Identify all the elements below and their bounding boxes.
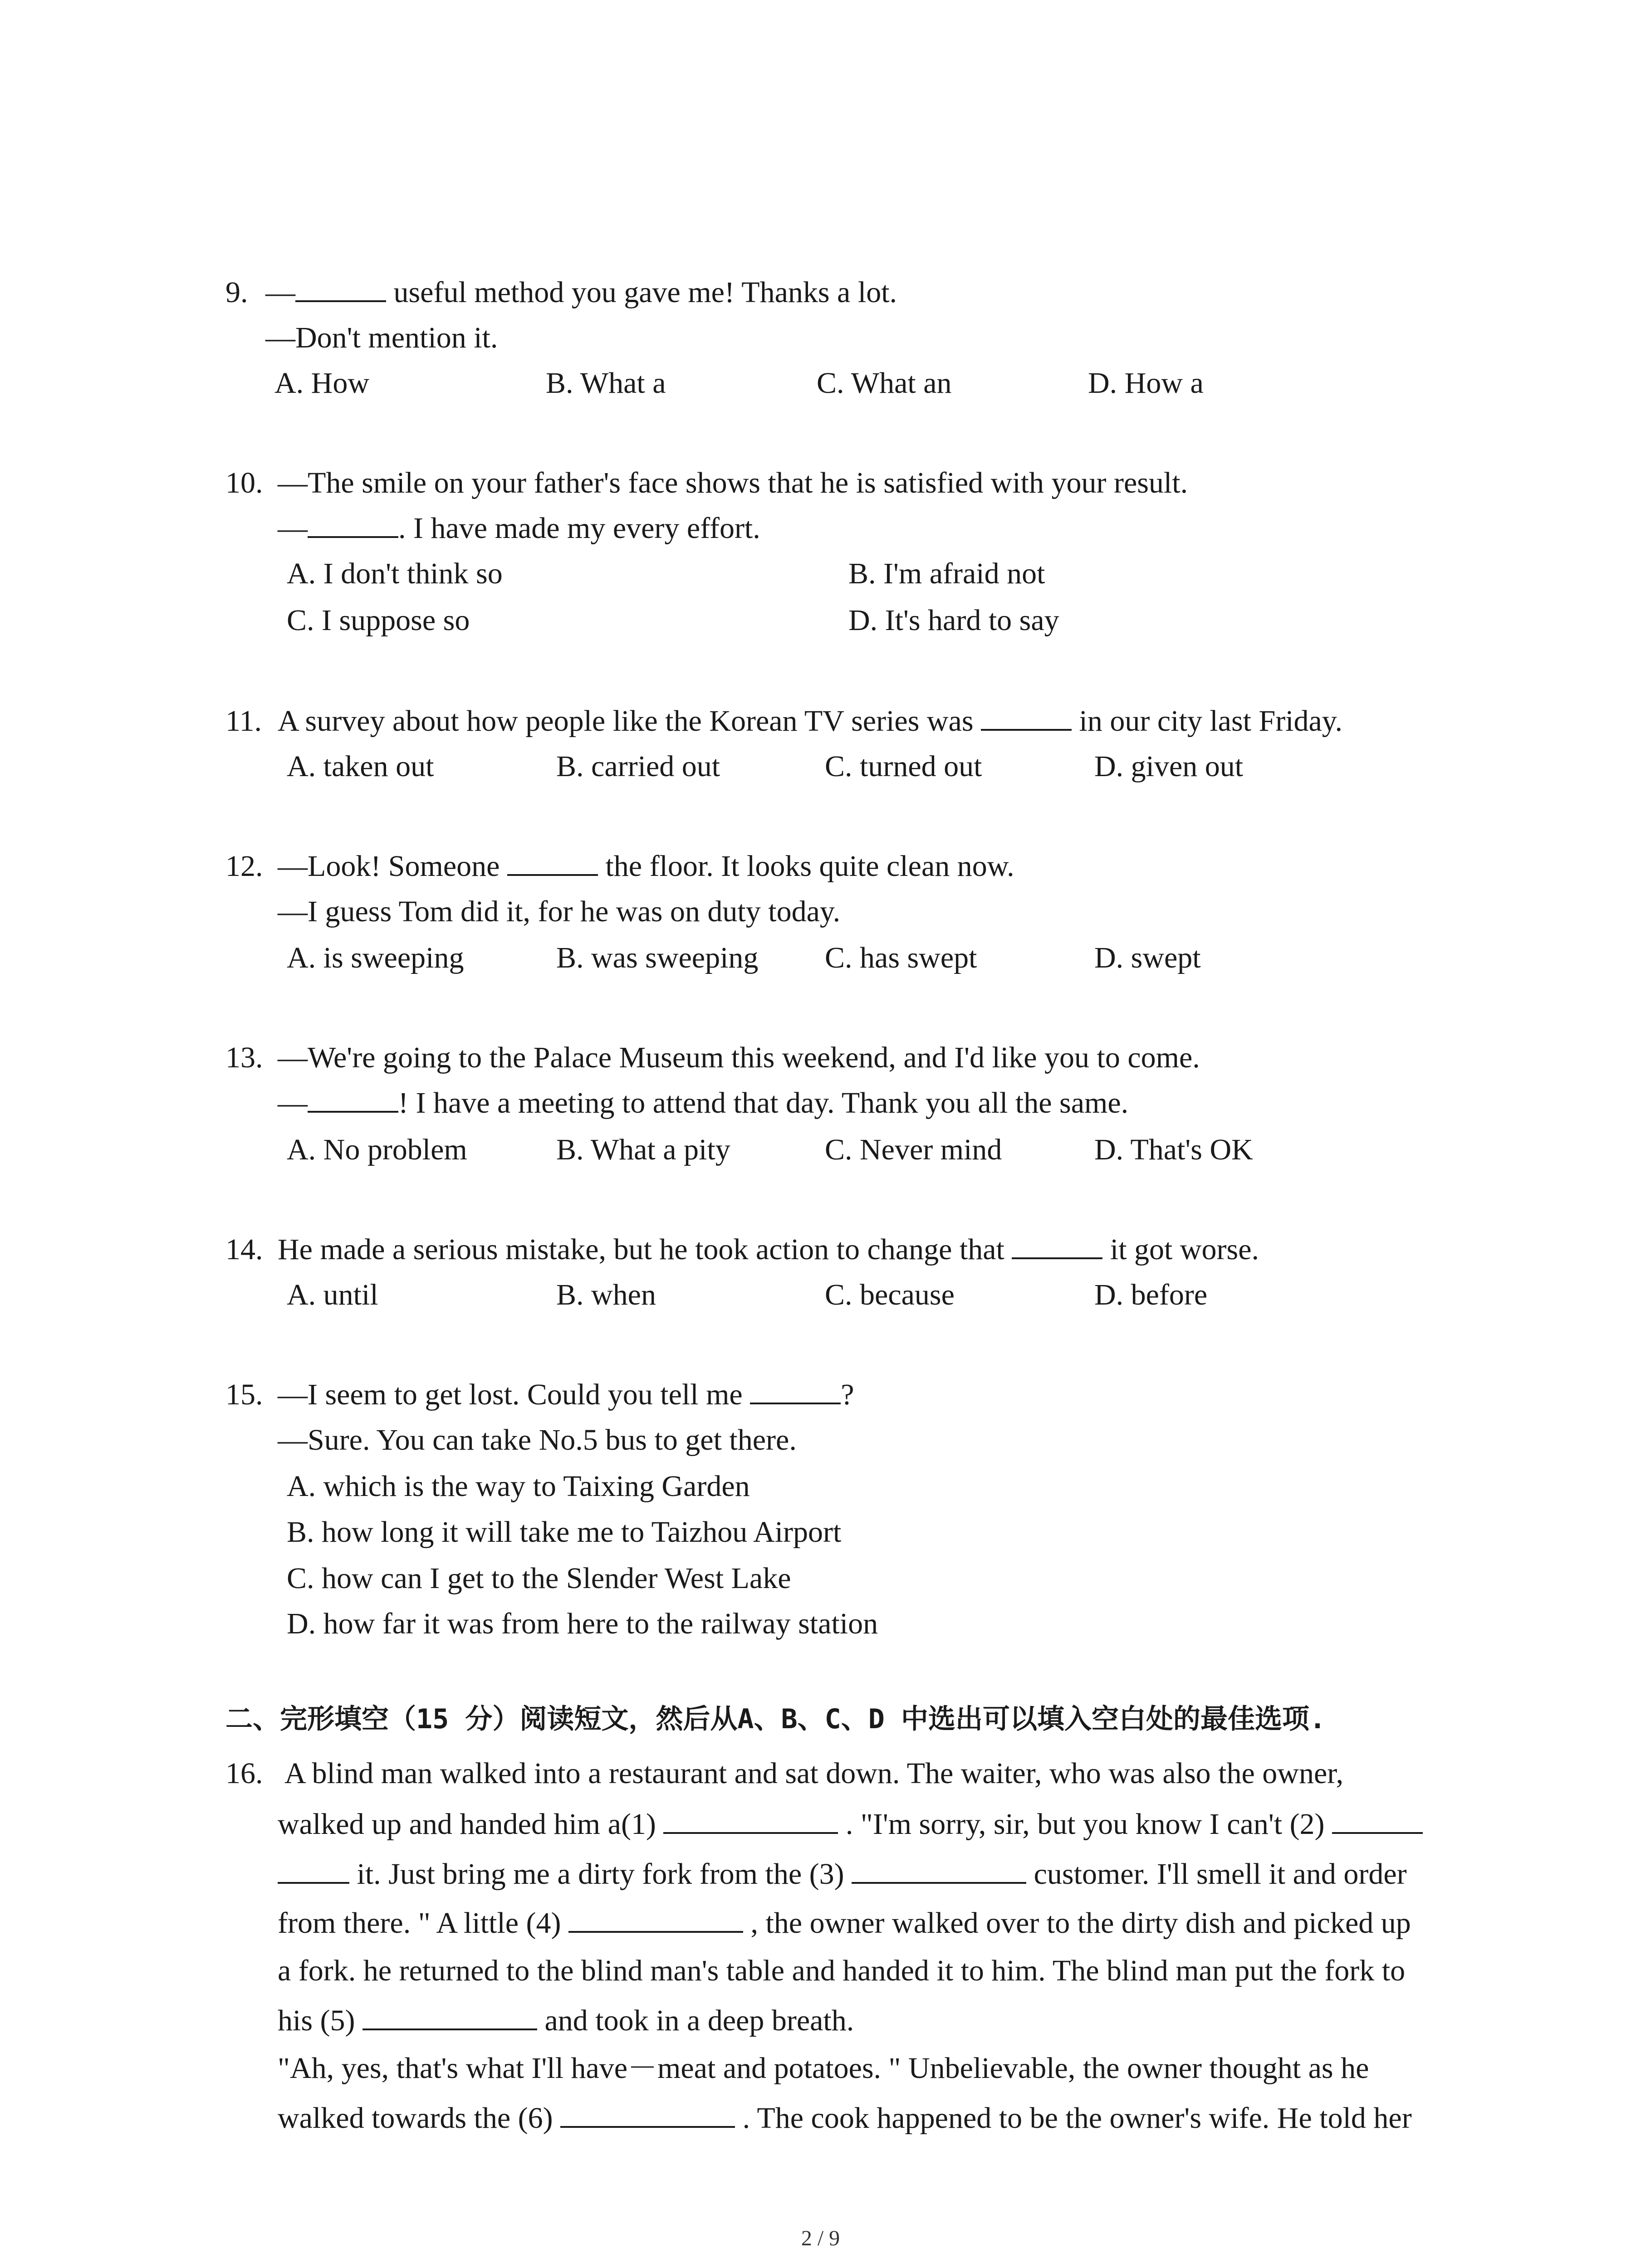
answer-blank (507, 849, 598, 876)
cloze-blank-5 (362, 2003, 537, 2030)
q13-reply-suffix: ! I have a meeting to attend that day. Thank you all the same. (398, 1086, 1129, 1119)
passage-line-2 (278, 1806, 1423, 1843)
q9-option-b: B. What a (546, 367, 666, 400)
answer-blank (981, 704, 1072, 731)
passage-text: and took in a deep breath. (537, 2004, 854, 2037)
q15-number: 15. (225, 1378, 263, 1411)
q12-option-c: C. has swept (825, 941, 977, 974)
passage-line-1: A blind man walked into a restaurant and sat down. The waiter, who was also the owner, (284, 1757, 1344, 1790)
q10-number: 10. (225, 466, 263, 499)
q15-option-d: D. how far it was from here to the railway station (287, 1607, 878, 1640)
q9-prompt (265, 274, 897, 311)
q11-option-c: C. turned out (825, 750, 982, 783)
q13-reply (278, 1085, 1128, 1121)
passage-text: . The cook happened to be the owner's wife. He told her (735, 2102, 1412, 2135)
passage-text: it. Just bring me a dirty fork from the (3) (349, 1857, 852, 1891)
q10-prompt: —The smile on your father's face shows that he is satisfied with your result. (278, 466, 1188, 499)
passage-text: walked towards the (6) (278, 2102, 561, 2135)
q13-prompt: —We're going to the Palace Museum this weekend, and I'd like you to come. (278, 1041, 1200, 1074)
q9-prompt-suffix: useful method you gave me! Thanks a lot. (386, 276, 897, 309)
cloze-blank-2 (1332, 1807, 1423, 1834)
q10-option-d: D. It's hard to say (848, 604, 1059, 637)
passage-line-5: a fork. he returned to the blind man's table and handed it to him. The blind man put the fork to (278, 1954, 1406, 1987)
passage-text: customer. I'll smell it and order (1026, 1857, 1407, 1891)
answer-blank (295, 275, 386, 302)
q14-option-c: C. because (825, 1278, 955, 1311)
passage-line-3 (278, 1856, 1407, 1892)
q10-option-a: A. I don't think so (287, 557, 503, 590)
cloze-blank-4 (568, 1906, 743, 1933)
answer-blank (308, 511, 398, 538)
cloze-blank-6 (560, 2101, 735, 2128)
q9-option-d: D. How a (1088, 367, 1204, 400)
q14-option-b: B. when (556, 1278, 656, 1311)
q11-option-b: B. carried out (556, 750, 720, 783)
q15-reply: —Sure. You can take No.5 bus to get there. (278, 1423, 797, 1457)
q12-prompt-prefix: —Look! Someone (278, 850, 507, 883)
q9-prompt-prefix: — (265, 276, 295, 309)
q13-reply-prefix: — (278, 1086, 308, 1119)
section-heading: 二、完形填空（15 分）阅读短文，然后从A、B、C、D 中选出可以填入空白处的最佳选项. (225, 1703, 1326, 1735)
q13-number: 13. (225, 1041, 263, 1074)
page-number: 2 / 9 (801, 2226, 840, 2250)
q14-option-a: A. until (287, 1278, 378, 1311)
q13-option-c: C. Never mind (825, 1133, 1002, 1166)
q15-option-c: C. how can I get to the Slender West Lake (287, 1562, 791, 1595)
q9-option-a: A. How (274, 367, 369, 400)
q12-option-d: D. swept (1094, 941, 1201, 974)
q15-prompt-prefix: —I seem to get lost. Could you tell me (278, 1378, 750, 1411)
q14-prompt (278, 1232, 1259, 1268)
cloze-blank-2-continued (278, 1857, 349, 1884)
q15-option-b: B. how long it will take me to Taizhou Airport (287, 1515, 842, 1549)
q10-reply-prefix: — (278, 512, 308, 545)
passage-text: from there. " A little (4) (278, 1906, 568, 1940)
q11-number: 11. (225, 704, 262, 738)
passage-line-6 (278, 2003, 854, 2039)
passage-line-4 (278, 1905, 1411, 1941)
q11-option-a: A. taken out (287, 750, 434, 783)
q13-option-d: D. That's OK (1094, 1133, 1253, 1166)
passage-text: walked up and handed him a(1) (278, 1808, 664, 1841)
q15-prompt-suffix: ? (841, 1378, 854, 1411)
passage-text: , the owner walked over to the dirty dish and picked up (743, 1906, 1411, 1940)
q12-option-b: B. was sweeping (556, 941, 759, 974)
q12-reply: —I guess Tom did it, for he was on duty today. (278, 895, 841, 928)
q11-option-d: D. given out (1094, 750, 1244, 783)
q10-reply (278, 510, 760, 547)
q15-option-a: A. which is the way to Taixing Garden (287, 1470, 750, 1503)
q10-reply-suffix: . I have made my every effort. (398, 512, 760, 545)
answer-blank (308, 1085, 398, 1113)
cloze-blank-1 (663, 1807, 838, 1834)
q14-prompt-prefix: He made a serious mistake, but he took action to change that (278, 1233, 1012, 1266)
q13-option-b: B. What a pity (556, 1133, 730, 1166)
q12-option-a: A. is sweeping (287, 941, 464, 974)
q15-prompt (278, 1377, 854, 1413)
q16-number: 16. (225, 1757, 263, 1790)
q14-option-d: D. before (1094, 1278, 1208, 1311)
q14-number: 14. (225, 1233, 263, 1266)
q9-option-c: C. What an (817, 367, 952, 400)
passage-line-7: "Ah, yes, that's what I'll have－meat and potatoes. " Unbelievable, the owner thought as he (278, 2052, 1369, 2085)
passage-text: . "I'm sorry, sir, but you know I can't (2) (838, 1808, 1332, 1841)
q13-option-a: A. No problem (287, 1133, 467, 1166)
q12-prompt (278, 848, 1014, 885)
passage-line-8 (278, 2100, 1412, 2136)
q10-option-c: C. I suppose so (287, 604, 470, 637)
q10-option-b: B. I'm afraid not (848, 557, 1045, 590)
q9-number: 9. (225, 276, 248, 309)
answer-blank (750, 1377, 841, 1404)
q11-prompt-prefix: A survey about how people like the Korean TV series was (278, 704, 981, 738)
q9-reply: —Don't mention it. (265, 321, 498, 354)
q14-prompt-suffix: it got worse. (1102, 1233, 1259, 1266)
q12-prompt-suffix: the floor. It looks quite clean now. (598, 850, 1014, 883)
q12-number: 12. (225, 850, 263, 883)
q11-prompt (278, 703, 1342, 739)
passage-text: his (5) (278, 2004, 362, 2037)
cloze-blank-3 (852, 1857, 1026, 1884)
q11-prompt-suffix: in our city last Friday. (1072, 704, 1343, 738)
answer-blank (1012, 1232, 1102, 1259)
